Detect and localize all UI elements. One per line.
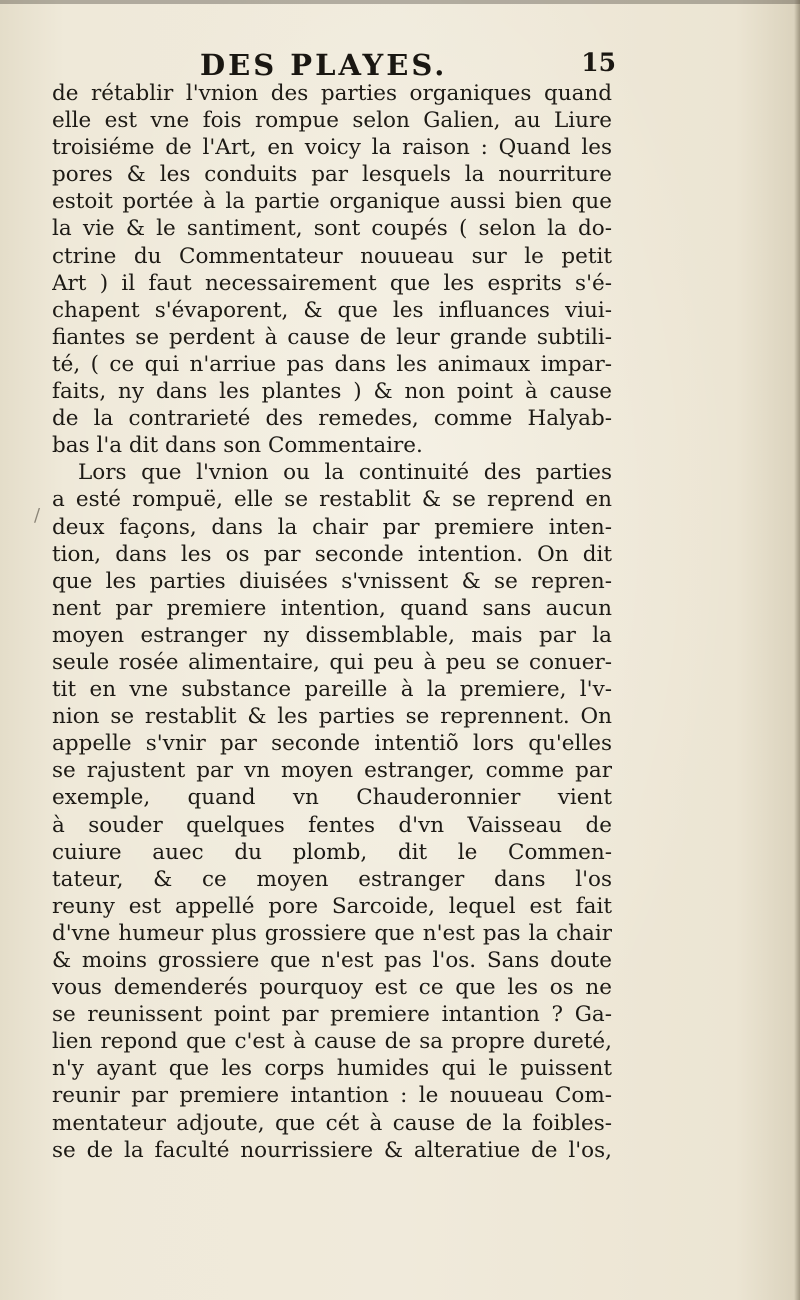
text-line: tion, dans les os par seconde intention. On dit [52, 541, 612, 567]
text-line: ctrine du Commentateur nouueau sur le petit [52, 243, 612, 269]
text-line: moyen estranger ny dissemblable, mais par la [52, 622, 612, 648]
text-line: seule rosée alimentaire, qui peu à peu se conuer- [52, 649, 612, 675]
text-line: reuny est appellé pore Sarcoide, lequel est fait [52, 893, 612, 919]
text-line: à souder quelques fentes d'vn Vaisseau de [52, 812, 612, 838]
page-top-edge [0, 0, 800, 4]
text-line: se de la faculté nourrissiere & alteratiue de l'os, [52, 1137, 612, 1163]
page-right-edge [794, 0, 800, 1300]
text-line: se reunissent point par premiere intantion ? Ga- [52, 1002, 612, 1028]
text-line: estoit portée à la partie organique aussi bien que [52, 189, 612, 215]
text-line: nion se restablit & les parties se reprennent. On [52, 704, 612, 730]
text-line: pores & les conduits par lesquels la nourriture [52, 162, 612, 188]
text-line: que les parties diuisées s'vnissent & se repren- [52, 568, 612, 594]
text-line: se rajustent par vn moyen estranger, comme par [52, 758, 612, 784]
text-line: chapent s'évaporent, & que les influances viui- [52, 297, 612, 323]
text-line: lien repond que c'est à cause de sa propre dureté, [52, 1029, 612, 1055]
text-line: fiantes se perdent à cause de leur grande subtili- [52, 324, 612, 350]
text-line: té, ( ce qui n'arriue pas dans les animaux impar- [52, 351, 612, 377]
text-line: reunir par premiere intantion : le nouueau Com- [52, 1083, 612, 1109]
running-head: DES PLAYES. [200, 48, 448, 82]
text-line: Lors que l'vnion ou la continuité des parties [78, 460, 612, 486]
text-line: tit en vne substance pareille à la premiere, l'v- [52, 677, 612, 703]
text-line: elle est vne fois rompue selon Galien, au Liure [52, 108, 612, 134]
page-number: 15 [581, 48, 616, 77]
text-line: bas l'a dit dans son Commentaire. [52, 433, 423, 459]
text-line: de la contrarieté des remedes, comme Halyab- [52, 406, 612, 432]
margin-mark: / [34, 505, 41, 526]
text-line: deux façons, dans la chair par premiere inten- [52, 514, 612, 540]
text-line: nent par premiere intention, quand sans aucun [52, 595, 612, 621]
text-line: exemple, quand vn Chauderonnier vient [52, 785, 612, 811]
text-line: cuiure auec du plomb, dit le Commen- [52, 839, 612, 865]
text-line: n'y ayant que les corps humides qui le puissent [52, 1056, 612, 1082]
text-line: appelle s'vnir par seconde intentiõ lors qu'elles [52, 731, 612, 757]
paragraph [52, 459, 612, 1163]
paragraph [52, 80, 612, 459]
text-line: troisiéme de l'Art, en voicy la raison : Quand les [52, 135, 612, 161]
text-line: faits, ny dans les plantes ) & non point à cause [52, 379, 612, 405]
text-line: Art ) il faut necessairement que les esprits s'é- [52, 270, 612, 296]
text-line: d'vne humeur plus grossiere que n'est pas la chair [52, 920, 612, 946]
text-line: de rétablir l'vnion des parties organiques quand [52, 81, 612, 106]
text-line: mentateur adjoute, que cét à cause de la foibles- [52, 1110, 612, 1136]
text-line: vous demenderés pourquoy est ce que les os ne [52, 975, 612, 1001]
text-line: tateur, & ce moyen estranger dans l'os [52, 866, 612, 892]
text-line: a esté rompuë, elle se restablit & se reprend en [52, 487, 612, 513]
text-line: la vie & le santiment, sont coupés ( selon la do- [52, 216, 612, 242]
body-text [52, 80, 612, 1164]
text-line: & moins grossiere que n'est pas l'os. Sans doute [52, 948, 612, 973]
